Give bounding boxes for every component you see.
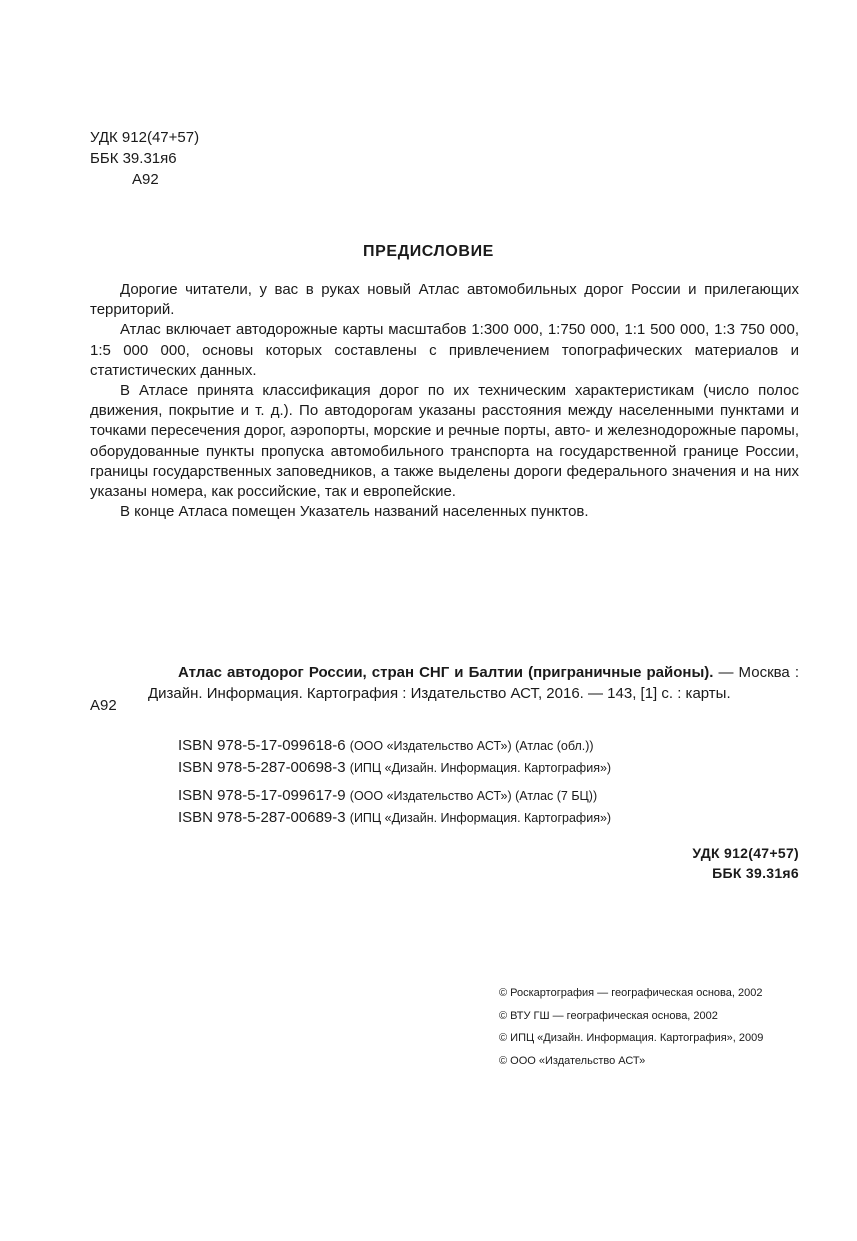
biblio-author-code: А92 <box>90 697 117 714</box>
preface-paragraph: В Атласе принята классификация дорог по их техническим характеристикам (число полос движения, покрытие и т. д.). По автодорогам указаны расстояния между населенными пунктами и точками пересечения дорог, аэропорты, морские и речные порты, авто- и железнодорожные паромы, оборудованные пункты пропуска автомобильного транспорта на государственной границе России, границы государственных заповедников, а также выделены дороги федерального значения и на них указаны номера, как российские, так и европейские. <box>90 382 799 501</box>
preface-title: ПРЕДИСЛОВИЕ <box>363 243 494 260</box>
classification-block <box>90 127 199 190</box>
biblio-description <box>148 663 799 704</box>
udk-code: УДК 912(47+57) <box>90 129 200 146</box>
isbn-number: ISBN 978-5-17-099618-6 <box>178 737 346 754</box>
biblio-udk: УДК 912(47+57) <box>692 845 799 861</box>
preface-paragraph: Дорогие читатели, у вас в руках новый Атлас автомобильных дорог России и прилегающих территорий. <box>90 281 799 319</box>
preface-body <box>90 280 799 522</box>
copyright-line: © ИПЦ «Дизайн. Информация. Картография», 2009 <box>499 1032 764 1044</box>
isbn-line <box>178 807 611 829</box>
copyright-line: © Роскартография — географическая основа, 2002 <box>499 987 763 999</box>
copyright-block <box>499 982 763 1072</box>
bbk-code: ББК 39.31я6 <box>90 150 177 167</box>
isbn-number: ISBN 978-5-287-00689-3 <box>178 809 346 826</box>
isbn-line <box>178 735 611 757</box>
biblio-classification <box>692 843 799 883</box>
isbn-publisher: (ООО «Издательство АСТ») (Атлас (7 БЦ)) <box>349 789 598 803</box>
isbn-group <box>178 735 611 779</box>
biblio-record <box>148 663 799 704</box>
isbn-number: ISBN 978-5-287-00698-3 <box>178 759 346 776</box>
copyright-line: © ВТУ ГШ — географическая основа, 2002 <box>499 1009 718 1022</box>
biblio-title: Атлас автодорог России, стран СНГ и Балтии (приграничные районы). <box>178 664 714 681</box>
isbn-publisher: (ИПЦ «Дизайн. Информация. Картография») <box>349 761 612 775</box>
isbn-line <box>178 757 611 779</box>
biblio-bbk: ББК 39.31я6 <box>712 865 799 881</box>
isbn-line <box>178 785 611 807</box>
isbn-publisher: (ИПЦ «Дизайн. Информация. Картография») <box>349 811 612 825</box>
biblio-details: — Москва : Дизайн. Информация. Картография : Издательство АСТ, 2016. — 143, [1] с. : карты. <box>148 664 799 702</box>
preface-paragraph: Атлас включает автодорожные карты масштабов 1:300 000, 1:750 000, 1:1 500 000, 1:3 750 000, 1:5 000 000, основы которых составлены с привлечением топографических материалов и статистических данных. <box>90 321 799 379</box>
preface-paragraph: В конце Атласа помещен Указатель названий населенных пунктов. <box>120 503 589 521</box>
isbn-publisher: (ООО «Издательство АСТ») (Атлас (обл.)) <box>349 739 594 753</box>
author-code: А92 <box>132 171 159 188</box>
isbn-number: ISBN 978-5-17-099617-9 <box>178 787 346 804</box>
isbn-group <box>178 785 611 829</box>
copyright-line: © ООО «Издательство АСТ» <box>499 1054 646 1067</box>
